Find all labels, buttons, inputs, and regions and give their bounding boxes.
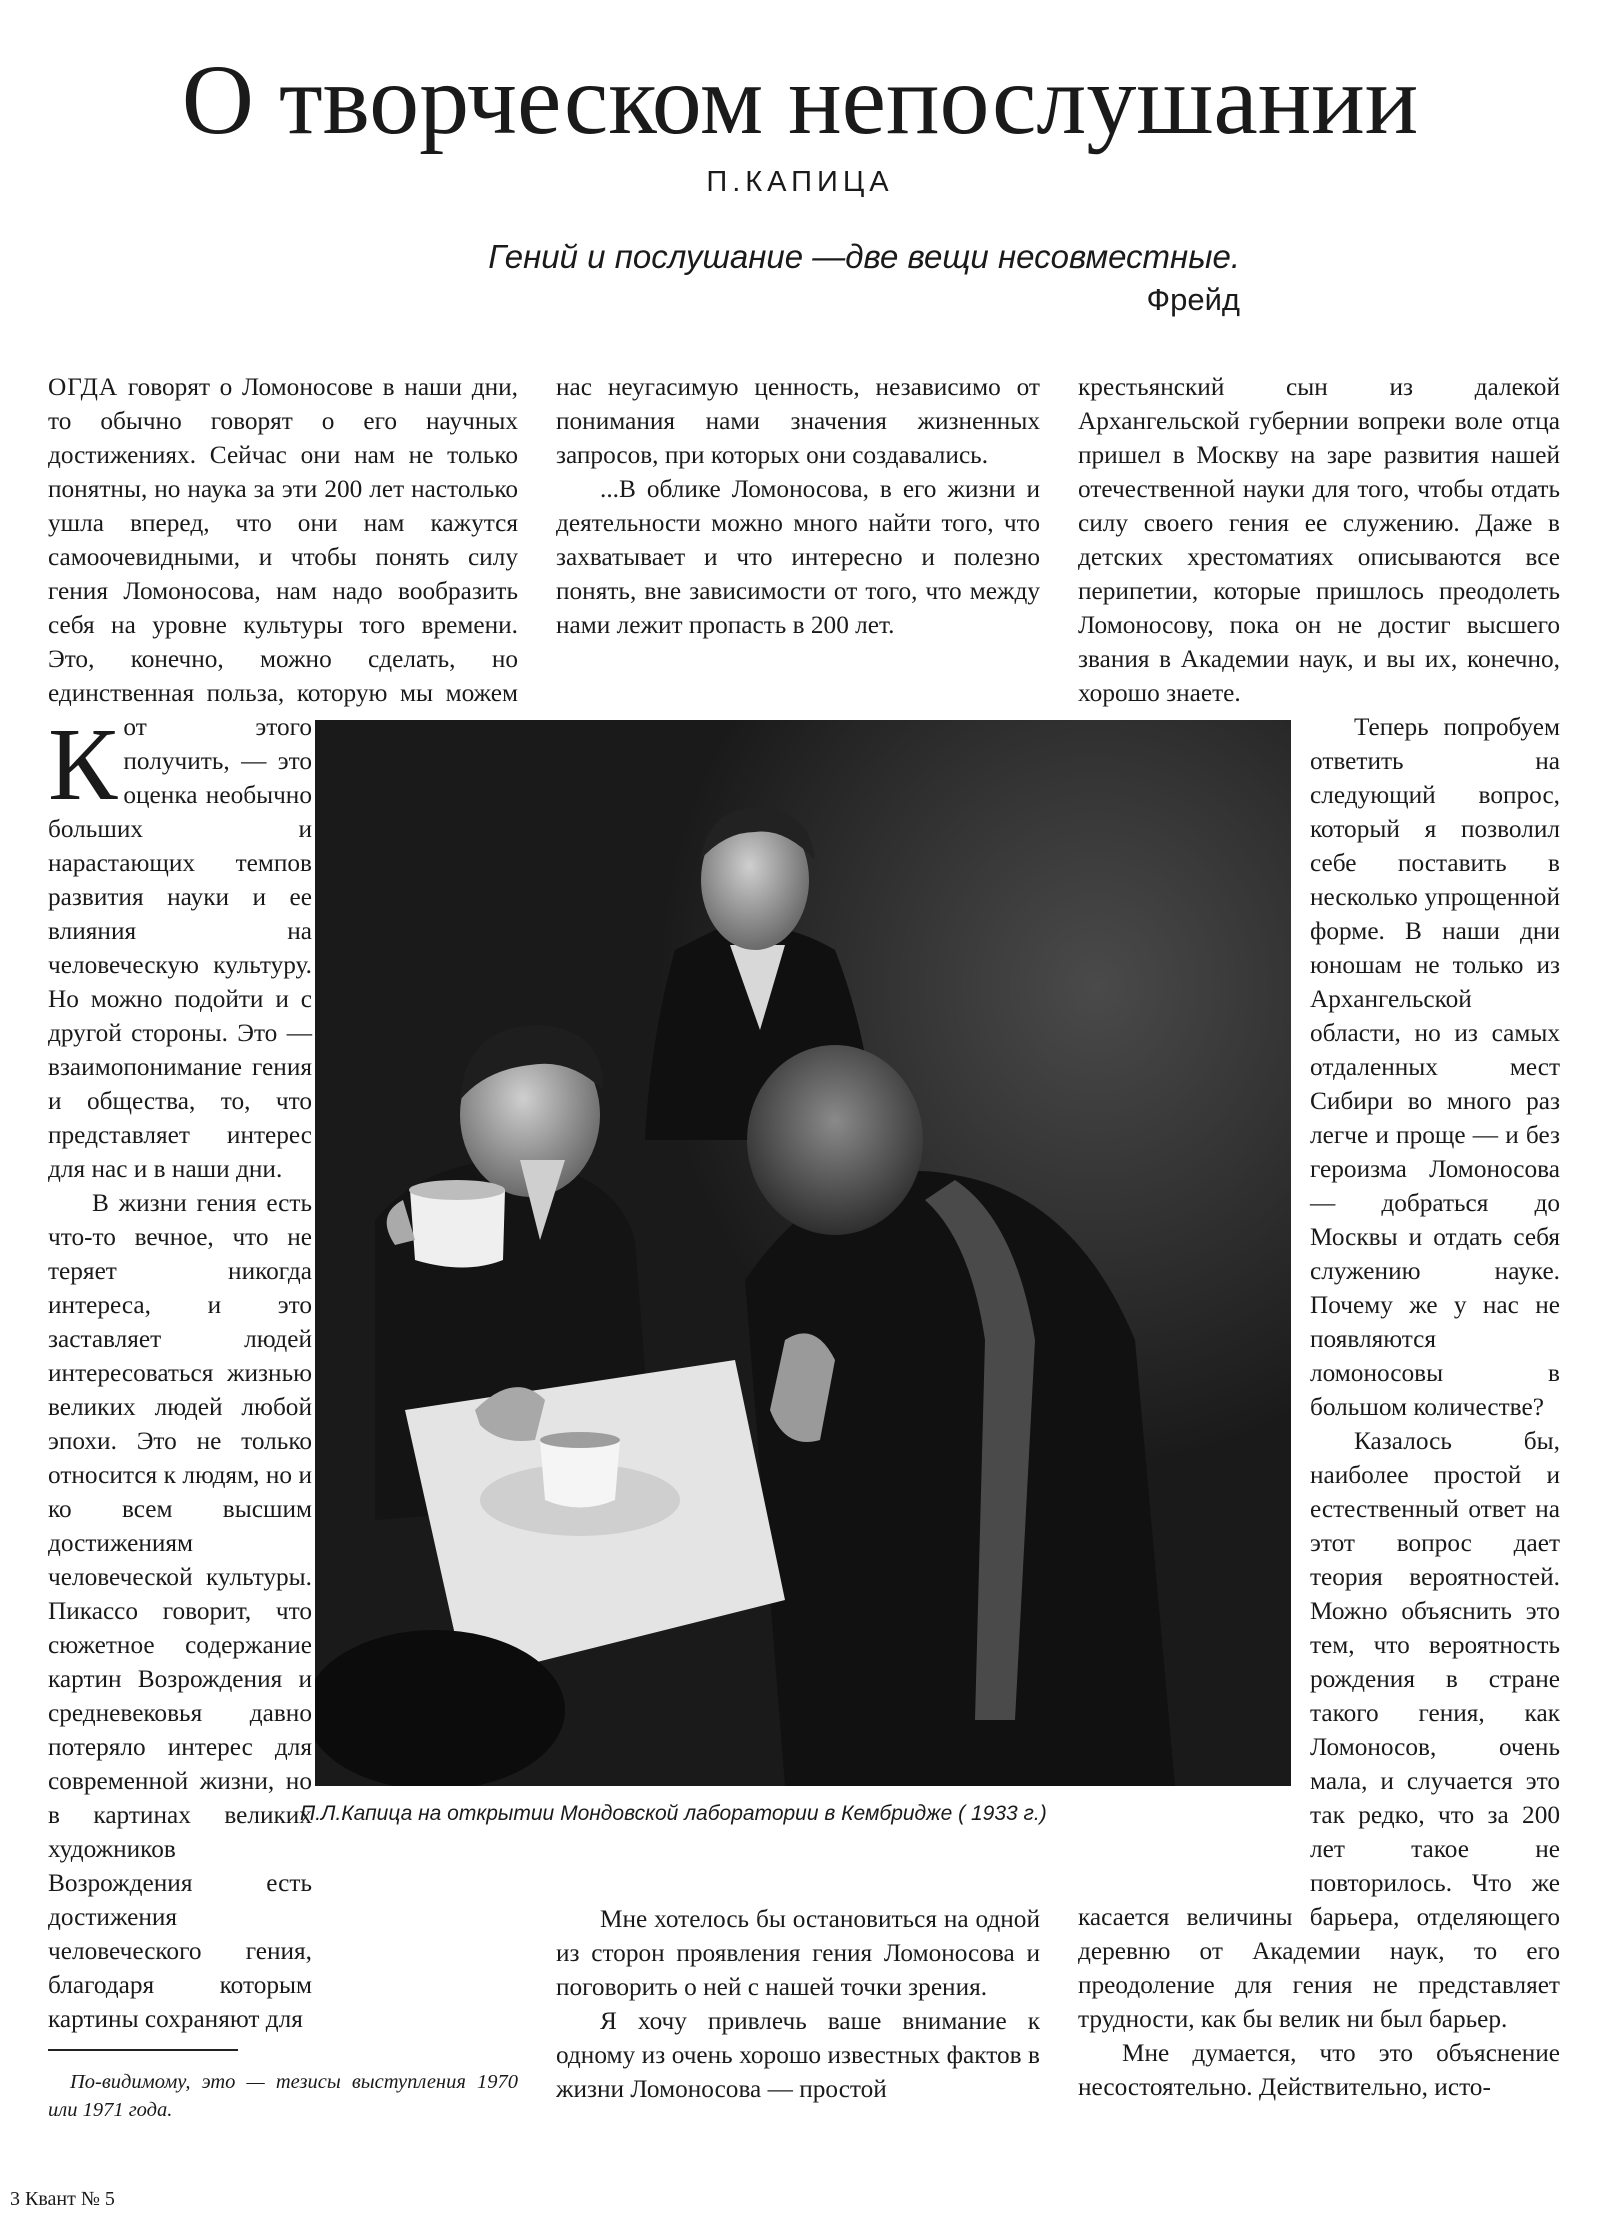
- column-2-bottom: [556, 1902, 1040, 2106]
- table-cup: [540, 1440, 620, 1508]
- paragraph: Мне думается, что это объяснение несостоятельно. Действительно, исто-: [1078, 2039, 1560, 2101]
- drop-cap: К: [48, 707, 118, 822]
- article-author: П.КАПИЦА: [706, 166, 894, 198]
- article-title: О творческом непослушании: [181, 44, 1419, 155]
- paragraph: Я хочу привлечь ваше внимание к одному из очень хорошо известных фактов в жизни Ломоносова — простой: [556, 2007, 1040, 2103]
- paragraph: нас неугасимую ценность, независимо от понимания нами значения жизненных запросов, при которых они создавались.: [556, 373, 1040, 469]
- footnote-rule: [48, 2049, 238, 2051]
- drop-cap-rest: ОГДА: [48, 373, 119, 401]
- paragraph: Теперь попробуем ответить на следующий вопрос, который я позволил себе поставить в несколько упрощенной форме. В наши дни юношам не только из Архангельской области, но из самых отдаленных мест Сибири во много раз легче и проще — и без героизма Ломоносова — добраться до Москвы и отдать себя служению науке. Почему же у нас не появляются ломоносовы в большом количестве?: [1310, 713, 1560, 1421]
- paragraph-text: говорят о Ломоносове в наши дни, то обычно говорят о его научных достижениях. Сейчас они нам не только понятны, но наука за эти 200 лет настолько ушла вперед, что они нам кажутся самоочевидными, и чтобы понять силу гения Ломоносова, нам надо вообразить себя на уровне культуры того времени. Это, конечно, можно сделать, но единственная польза, которую мы можем от этого получить, — это оценка необычно больших и нарастающих темпов развития науки и ее влияния на человеческую культуру. Но можно подойти и с другой стороны. Это — взаимопонимание гения и общества, то, что представляет интерес для нас и в наши дни.: [48, 373, 518, 1183]
- photo-caption: П.Л.Капица на открытии Мондовской лаборатории в Кембридже ( 1933 г.): [300, 1802, 1047, 1825]
- footnote: По-видимому, это — тезисы выступления 1970 или 1971 года.: [48, 2071, 518, 2121]
- table-cup-rim: [540, 1432, 620, 1448]
- raised-cup-rim: [409, 1180, 505, 1200]
- paragraph: Мне хотелось бы остановиться на одной из сторон проявления гения Ломоносова и поговорить о ней с нашей точки зрения.: [556, 1905, 1040, 2001]
- paragraph: крестьянский сын из далекой Архангельской губернии вопреки воле отца пришел в Москву на заре развития нашей отечественной науки для того, чтобы отдать силу своего гения ее служению. Даже в детских хрестоматиях описываются все перипетии, которые пришлось преодолеть Ломоносову, пока он не достиг высшего звания в Академии наук, и вы их, конечно, хорошо знаете.: [1078, 373, 1560, 707]
- photo-illustration: [315, 720, 1291, 1786]
- epigraph: Гений и послушание —две вещи несовместные.: [488, 238, 1240, 275]
- paragraph: В жизни гения есть что-то вечное, что не теряет никогда интереса, и это заставляет людей интересоваться жизнью великих людей любой эпохи. Это не только относится к людям, но и ко всем высшим достижениям человеческой культуры. Пикассо говорит, что сюжетное содержание картин Возрождения и средневековья давно потеряло интерес для современной жизни, но в картинах великих художников Возрождения есть достижения человеческого гения, благодаря которым картины сохраняют для: [48, 1189, 312, 2033]
- paragraph: ...В облике Ломоносова, в его жизни и деятельности можно много найти того, что захватывает и что интересно и полезно понять, вне зависимости от того, что между нами лежит пропасть в 200 лет.: [556, 475, 1040, 639]
- photograph: [315, 720, 1291, 1786]
- epigraph-author: Фрейд: [1146, 282, 1240, 317]
- paragraph: Казалось бы, наиболее простой и естественный ответ на этот вопрос дает теория вероятностей. Можно объяснить это тем, что вероятность рождения в стране такого гения, как Ломоносов, очень мала, и случается это так редко, что за 200 лет такое не повторилось. Что же касается величины барьера, отделяющего деревню от Академии наук, то его преодоление для гения не представляет трудности, как бы велик ни был барьер.: [1078, 1427, 1560, 2033]
- column-2-top: [556, 370, 1040, 642]
- page-folio: 3 Квант № 5: [10, 2188, 115, 2210]
- seated-man-head: [747, 1045, 923, 1235]
